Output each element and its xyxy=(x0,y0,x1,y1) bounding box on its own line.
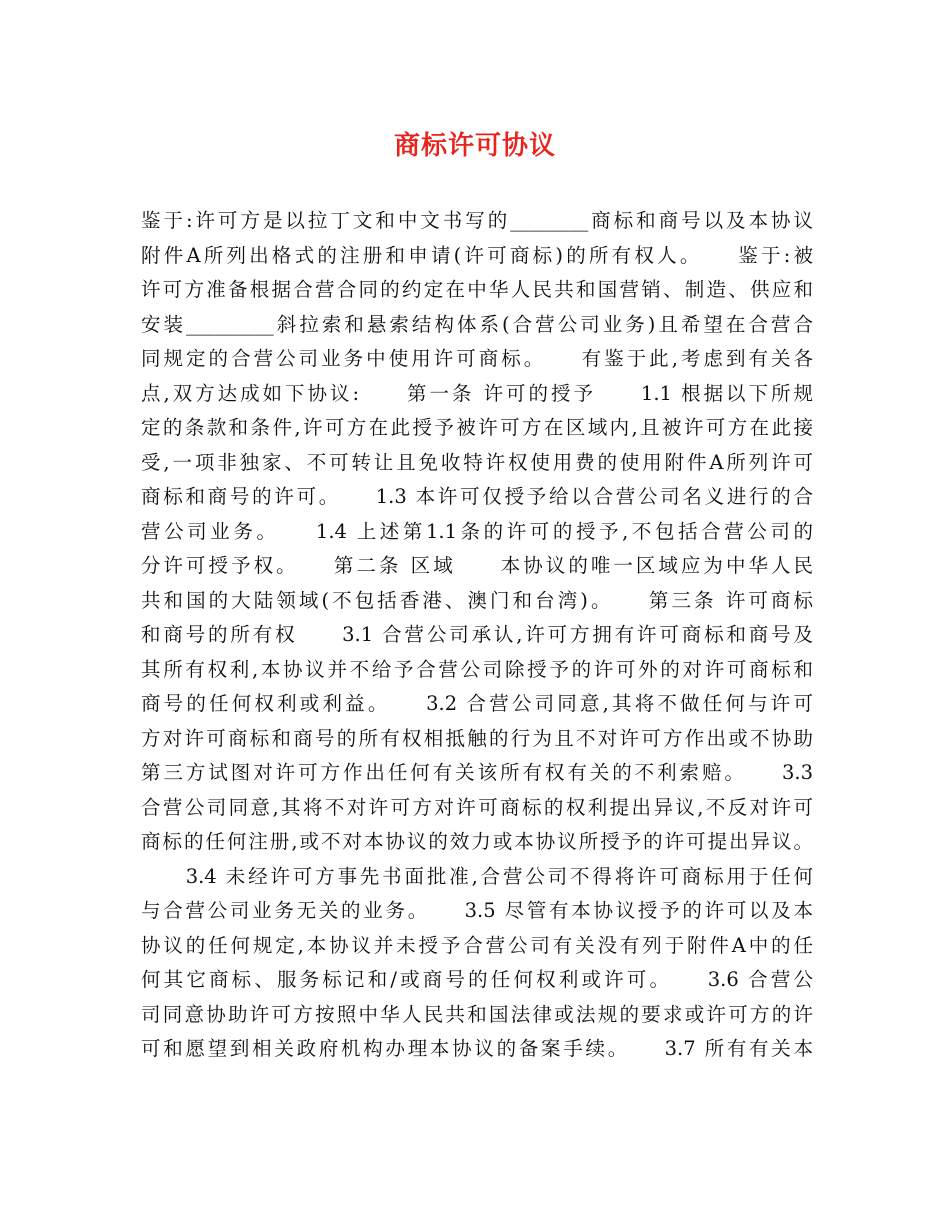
body-line-21: 与合营公司业务无关的业务。 3.5 尽管有本协议授予的许可以及本 xyxy=(141,899,813,922)
body-line-23: 何其它商标、服务标记和/或商号的任何权利或许可。 3.6 合营公 xyxy=(141,968,813,991)
body-line-22: 协议的任何规定,本协议并未授予合营公司有关没有列于附件A中的任 xyxy=(141,933,813,957)
body-line-1: 鉴于:许可方是以拉丁文和中文书写的________商标和商号以及本协议 xyxy=(141,209,813,232)
body-line-24: 司同意协助许可方按照中华人民共和国法律或法规的要求或许可方的许 xyxy=(141,1002,813,1026)
body-line-13: 和商号的所有权 3.1 合营公司承认,许可方拥有许可商标和商号及 xyxy=(141,623,813,646)
body-line-9: 商标和商号的许可。 1.3 本许可仅授予给以合营公司名义进行的合 xyxy=(141,485,813,508)
body-line-17: 第三方试图对许可方作出任何有关该所有权有关的不利索赔。 3.3 xyxy=(141,761,813,784)
body-line-10: 营公司业务。 1.4 上述第1.1条的许可的授予,不包括合营公司的 xyxy=(141,519,813,543)
body-line-6: 点,双方达成如下协议: 第一条 许可的授予 1.1 根据以下所规 xyxy=(141,381,813,405)
body-line-14: 其所有权利,本协议并不给予合营公司除授予的许可外的对许可商标和 xyxy=(141,657,813,681)
body-line-7: 定的条款和条件,许可方在此授予被许可方在区域内,且被许可方在此接 xyxy=(141,416,813,439)
body-line-15: 商号的任何权利或利益。 3.2 合营公司同意,其将不做任何与许可 xyxy=(141,692,813,715)
body-line-12: 共和国的大陆领域(不包括香港、澳门和台湾)。 第三条 许可商标 xyxy=(141,588,813,612)
body-line-11: 分许可授予权。 第二条 区域 本协议的唯一区域应为中华人民 xyxy=(141,554,813,577)
document-title: 商标许可协议 xyxy=(393,131,556,161)
body-line-19: 商标的任何注册,或不对本协议的效力或本协议所授予的许可提出异议。 xyxy=(141,830,813,853)
body-line-16: 方对许可商标和商号的所有权相抵触的行为且不对许可方作出或不协助 xyxy=(141,726,813,750)
body-line-4: 安装_________斜拉索和悬索结构体系(合营公司业务)且希望在合营合 xyxy=(141,312,813,336)
body-line-3: 许可方准备根据合营合同的约定在中华人民共和国营销、制造、供应和 xyxy=(141,278,813,301)
body-line-18: 合营公司同意,其将不对许可方对许可商标的权利提出异议,不反对许可 xyxy=(141,795,813,819)
body-line-25: 可和愿望到相关政府机构办理本协议的备案手续。 3.7 所有有关本 xyxy=(141,1037,813,1060)
body-line-20: 3.4 未经许可方事先书面批准,合营公司不得将许可商标用于任何 xyxy=(141,864,813,888)
body-line-5: 同规定的合营公司业务中使用许可商标。 有鉴于此,考虑到有关各 xyxy=(141,347,813,370)
document-body xyxy=(141,204,813,1067)
body-line-8: 受,一项非独家、不可转让且免收特许权使用费的使用附件A所列许可 xyxy=(141,450,813,474)
body-line-2: 附件A所列出格式的注册和申请(许可商标)的所有权人。 鉴于:被 xyxy=(141,243,813,267)
